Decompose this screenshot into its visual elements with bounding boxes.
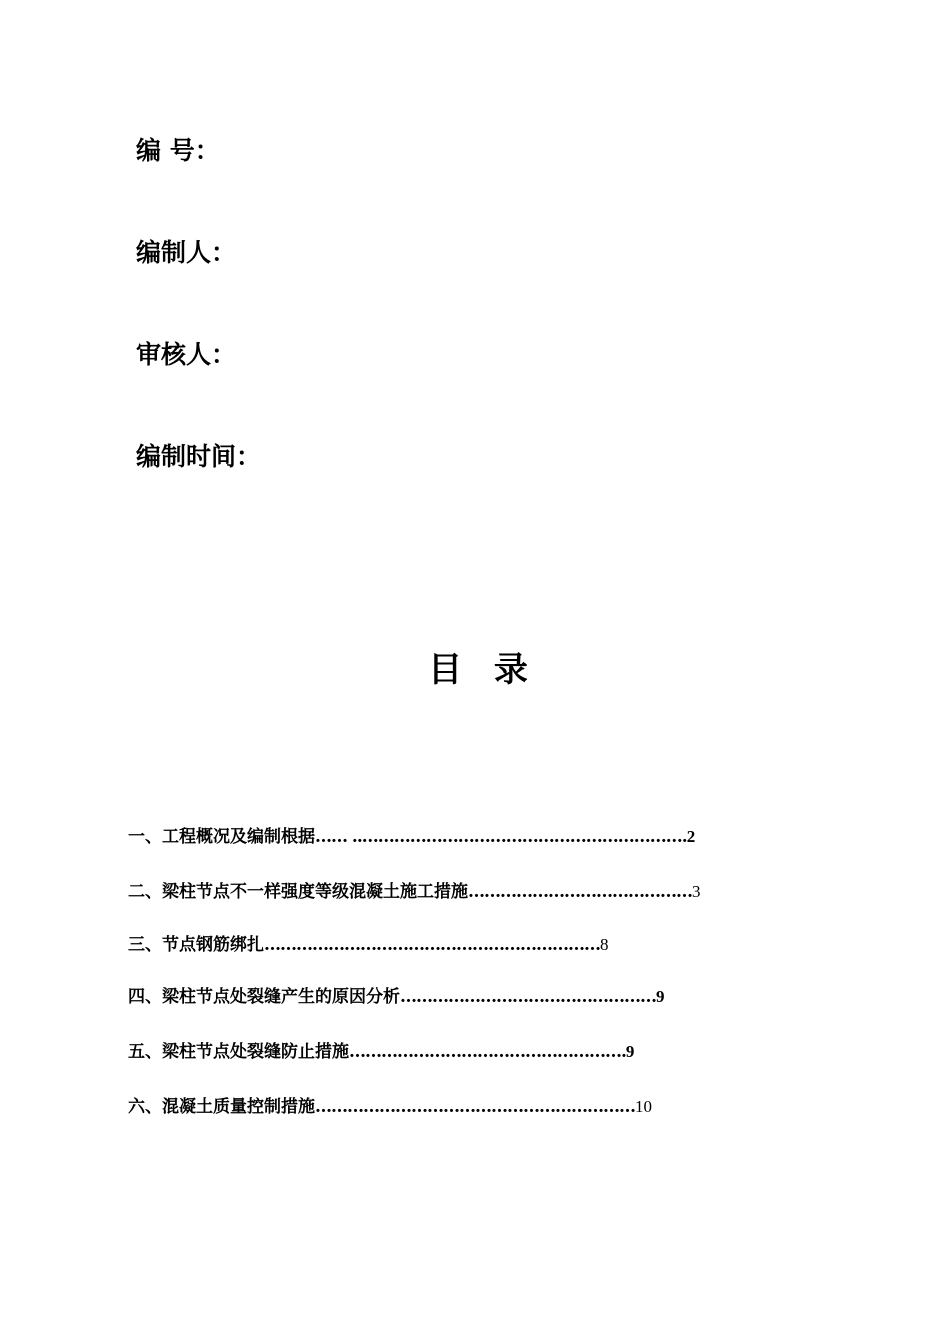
toc-entry-dots: ………………………………………… xyxy=(400,987,656,1007)
toc-entry-page: 10 xyxy=(635,1097,652,1116)
toc-entry-dots: ……………………………………………………… xyxy=(264,935,600,955)
toc-entry[interactable] xyxy=(128,1040,634,1064)
toc-entry-page: 3 xyxy=(692,882,701,901)
toc-title: 目 录 xyxy=(428,650,538,690)
toc-entry[interactable] xyxy=(128,1095,652,1119)
toc-entry-text: 一、工程概况及编制根据 xyxy=(128,827,315,847)
toc-entry[interactable] xyxy=(128,985,665,1009)
toc-entry[interactable] xyxy=(128,880,701,904)
toc-entry-page: 9 xyxy=(625,1042,635,1061)
toc-entry-text: 五、梁柱节点处裂缝防止措施 xyxy=(128,1042,349,1062)
toc-entry-text: 六、混凝土质量控制措施 xyxy=(128,1097,315,1117)
field-reviewer-label: 审核人： xyxy=(136,340,237,369)
field-date-label: 编制时间： xyxy=(136,442,262,471)
toc-entry-dots: …………………………………………………… xyxy=(315,1097,635,1117)
toc-entry-text: 四、梁柱节点处裂缝产生的原因分析 xyxy=(128,987,400,1007)
toc-entry-page: 8 xyxy=(600,935,609,954)
toc-entry-dots: …………………………………… xyxy=(468,882,692,902)
toc-entry-page: 9 xyxy=(656,987,665,1006)
toc-entry[interactable] xyxy=(128,933,609,957)
field-author-label: 编制人： xyxy=(136,238,237,267)
toc-entry-page: 2 xyxy=(686,827,696,846)
toc-entry-dots: ……………………………………………. xyxy=(349,1042,626,1062)
toc-entry-dots: …… ..……………………………………………………. xyxy=(315,827,687,847)
toc-entry-text: 三、节点钢筋绑扎 xyxy=(128,935,264,955)
toc-entry[interactable] xyxy=(128,825,695,849)
toc-entry-text: 二、梁柱节点不一样强度等级混凝土施工措施 xyxy=(128,882,468,902)
field-number-label: 编 号： xyxy=(136,136,220,165)
